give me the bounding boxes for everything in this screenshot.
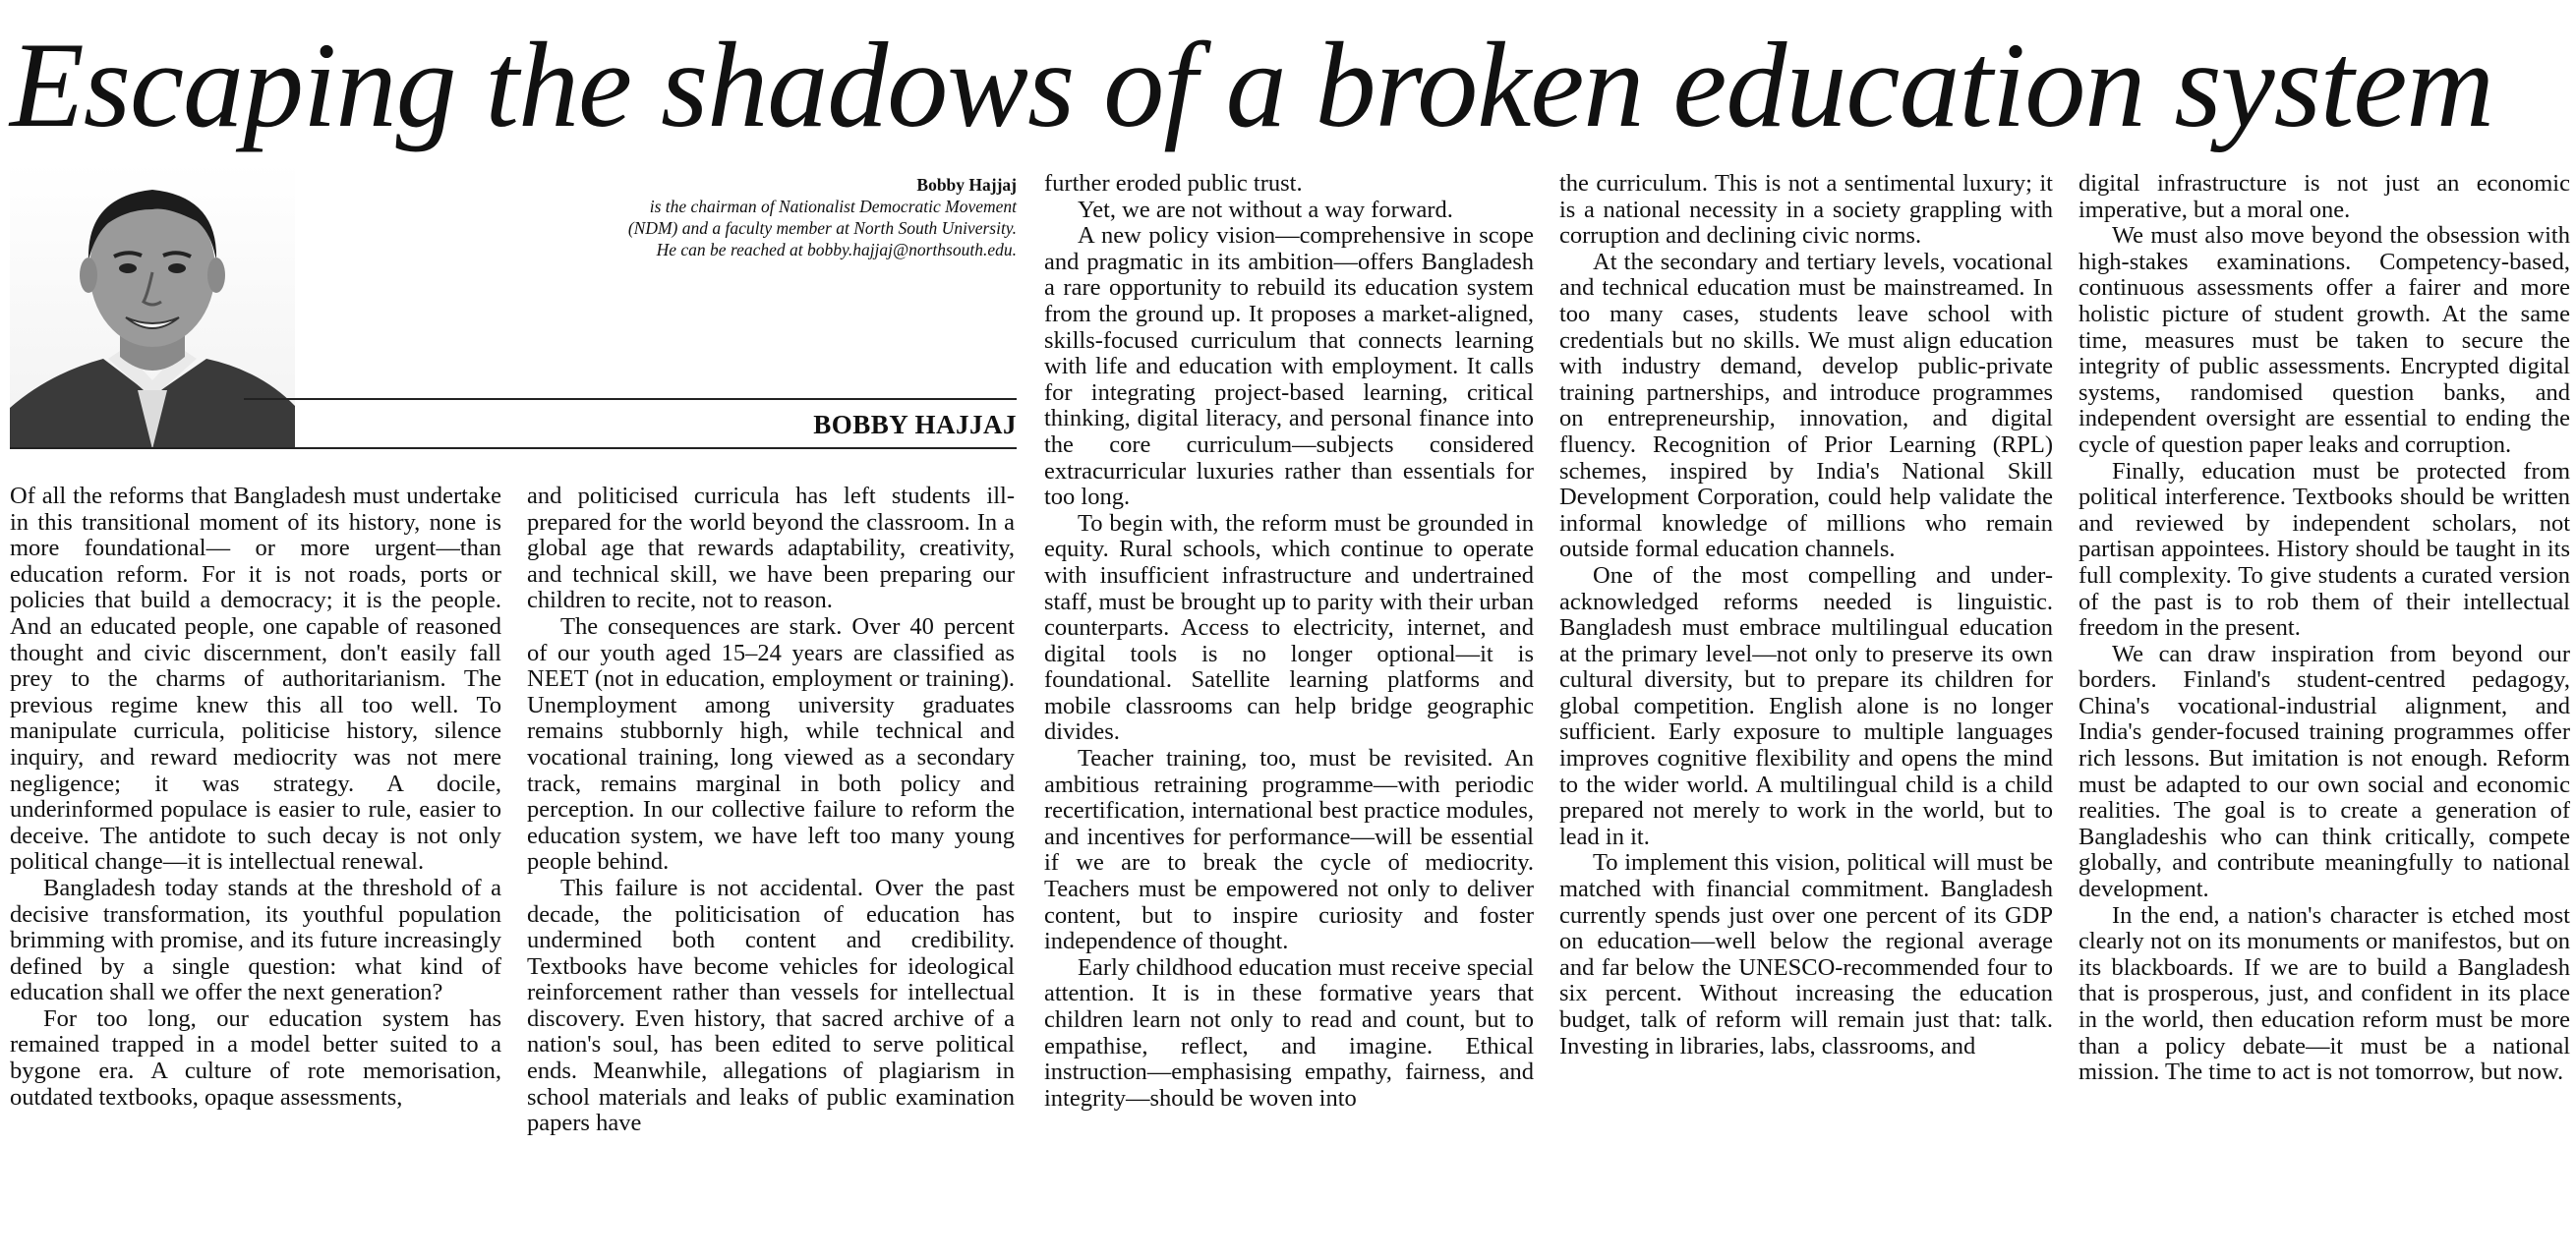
- paragraph: The consequences are stark. Over 40 percent of our youth aged 15–24 years are classified as NEET (not in education, employment or training). Unemployment among university graduates remains stubbornly high, while technical and vocational training, long viewed as a secondary track, remains marginal in both policy and perception. In our collective failure to reform the education system, we have left too many young people behind.: [527, 612, 1015, 876]
- headline: Escaping the shadows of a broken education system: [10, 18, 2493, 152]
- paragraph: To begin with, the reform must be grounded in equity. Rural schools, which continue to operate with insufficient infrastructure and undertrained staff, must be brought up to parity with their urban counterparts. Access to electricity, internet, and digital tools is no longer optional—it is foundational. Satellite learning platforms and mobile classrooms can help bridge geographic divides.: [1044, 509, 1534, 746]
- article-column-5: [2078, 171, 2570, 1252]
- byline: BOBBY HAJJAJ: [813, 410, 1017, 439]
- paragraph: This failure is not accidental. Over the past decade, the politicisation of education has undermined both content and credibility. Textbooks have become vehicles for ideological reinforcement rather than vessels for intellectual discovery. Even history, that sacred archive of a nation's soul, has been edited to serve political ends. Meanwhile, allegations of plagiarism in school materials and leaks of public examination papers have: [527, 874, 1015, 1137]
- paragraph: We must also move beyond the obsession with high-stakes examinations. Competency-based, continuous assessments offer a fairer and more holistic picture of student growth. At the same time, measures must be taken to secure the integrity of public assessments. Encrypted digital systems, randomised question banks, and independent oversight are essential to ending the cycle of question paper leaks and corruption.: [2078, 222, 2570, 458]
- author-bio-line: (NDM) and a faculty member at North South University.: [627, 218, 1017, 238]
- paragraph: Early childhood education must receive special attention. It is in these formative years that children learn not only to read and count, but to empathise, reflect, and imagine. Ethical instruction—emphasising empathy, fairness, and integrity—should be woven into: [1044, 953, 1534, 1112]
- paragraph: We can draw inspiration from beyond our borders. Finland's student-centred pedagogy, China's vocational-industrial alignment, and India's gender-focused training programmes offer rich lessons. But imitation is not enough. Reform must be adapted to our own social and economic realities. The goal is to create a generation of Bangladeshis who can think critically, compete globally, and contribute meaningfully to national development.: [2078, 640, 2570, 903]
- article-column-3: [1044, 171, 1534, 1252]
- paragraph: Bangladesh today stands at the threshold of a decisive transformation, its youthful population brimming with promise, and its future increasingly defined by a single question: what kind of education shall we offer the next generation?: [10, 874, 501, 1006]
- paragraph: A new policy vision—comprehensive in scope and pragmatic in its ambition—offers Bangladesh a rare opportunity to rebuild its education system from the ground up. It proposes a market-aligned, skills-focused curriculum that connects learning with life and education with employment. It calls for integrating project-based learning, critical thinking, digital literacy, and personal finance into the core curriculum—subjects considered extracurricular luxuries rather than essentials for too long.: [1044, 222, 1534, 511]
- article-column-4: [1559, 171, 2053, 1252]
- paragraph: Finally, education must be protected from political interference. Textbooks should be written and reviewed by independent scholars, not partisan appointees. History should be taught in its full complexity. To give students a curated version of the past is to rob them of their intellectual freedom in the present.: [2078, 457, 2570, 642]
- paragraph: the curriculum. This is not a sentimental luxury; it is a national necessity in a society grappling with corruption and declining civic norms.: [1559, 170, 2053, 250]
- author-photo: [10, 162, 295, 449]
- paragraph: In the end, a nation's character is etched most clearly not on its monuments or manifestos, but on its blackboards. If we are to build a Bangladesh that is prosperous, just, and confident in its place in the world, then education reform must be more than a policy debate—it must be a national mission. The time to act is not tomorrow, but now.: [2078, 901, 2570, 1086]
- author-bio-line: He can be reached at bobby.hajjaj@northsouth.edu.: [656, 240, 1017, 259]
- paragraph: digital infrastructure is not just an economic imperative, but a moral one.: [2078, 170, 2570, 223]
- paragraph: and politicised curricula has left students ill-prepared for the world beyond the classroom. In a global age that rewards adaptability, creativity, and technical skill, we have been preparing our children to recite, not to reason.: [527, 483, 1015, 614]
- article-column-2: [527, 484, 1015, 1250]
- paragraph: Of all the reforms that Bangladesh must undertake in this transitional moment of its history, none is more foundational— or more urgent—than education reform. For it is not roads, ports or policies that build a democracy; it is the people. And an educated people, one capable of reasoned thought and civic discernment, don't easily fall prey to the charms of authoritarianism. The previous regime knew this all too well. To manipulate curricula, politicise history, silence inquiry, and reward mediocrity was not mere negligence; it was strategy. A docile, underinformed populace is easier to rule, easier to deceive. The antidote to such decay is not only political change—it is intellectual renewal.: [10, 483, 501, 876]
- article-column-1: [10, 484, 501, 1250]
- author-bio-line: is the chairman of Nationalist Democratic Movement: [649, 197, 1017, 216]
- paragraph: further eroded public trust.: [1044, 170, 1303, 197]
- paragraph: At the secondary and tertiary levels, vocational and technical education must be mainstreamed. In too many cases, students leave school with credentials but no skills. We must align education with industry demand, develop public-private training partnerships, and introduce programmes on entrepreneurship, innovation, and digital fluency. Recognition of Prior Learning (RPL) schemes, inspired by India's National Skill Development Corporation, could help validate the informal knowledge of millions who remain outside formal education channels.: [1559, 248, 2053, 563]
- paragraph: For too long, our education system has remained trapped in a model better suited to a bygone era. A culture of rote memorisation, outdated textbooks, opaque assessments,: [10, 1004, 501, 1111]
- byline-rule: [244, 398, 1017, 400]
- paragraph: Yet, we are not without a way forward.: [1078, 196, 1453, 223]
- paragraph: Teacher training, too, must be revisited. An ambitious retraining programme—with periodic recertification, international best practice modules, and incentives for performance—will be essential if we are to break the cycle of mediocrity. Teachers must be empowered not only to deliver content, but to inspire curiosity and foster independence of thought.: [1044, 745, 1534, 955]
- author-box: [10, 162, 1017, 449]
- byline-bottom-rule: [10, 447, 1017, 449]
- paragraph: One of the most compelling and under-acknowledged reforms needed is linguistic. Bangladesh must embrace multilingual education at the primary level—not only to preserve its own cultural diversity, but to prepare its children for global competition. English alone is no longer sufficient. Early exposure to multiple languages improves cognitive flexibility and opens the mind to the wider world. A multilingual child is a child prepared not merely to work in the world, but to lead in it.: [1559, 561, 2053, 850]
- author-name: Bobby Hajjaj: [916, 175, 1017, 195]
- paragraph: To implement this vision, political will must be matched with financial commitment. Bangladesh currently spends just over one percent of its GDP on education—well below the regional average and far below the UNESCO-recommended four to six percent. Without increasing the education budget, talk of reform will remain just that: talk. Investing in libraries, labs, classrooms, and: [1559, 849, 2053, 1060]
- author-meta: [328, 174, 1017, 260]
